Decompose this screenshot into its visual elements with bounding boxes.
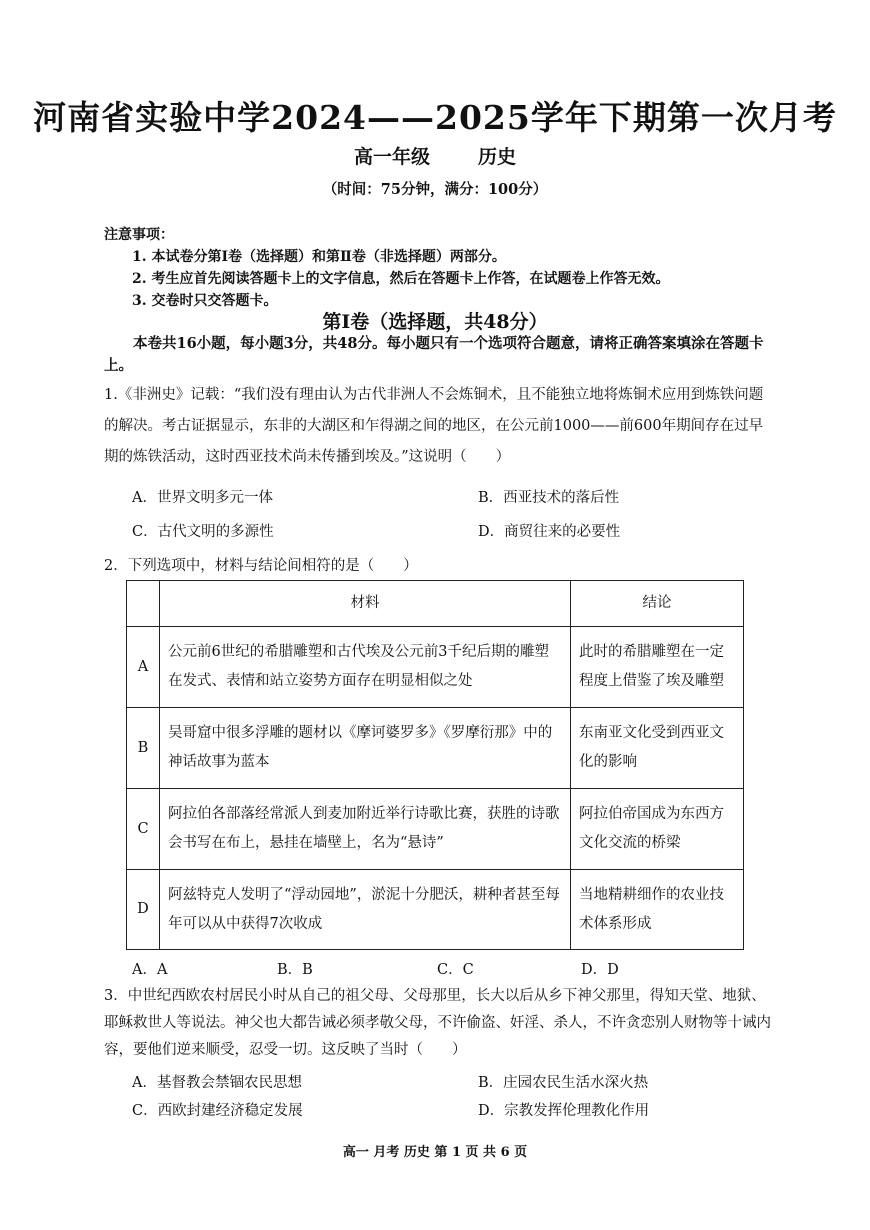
section-instructions: 本卷共16小题，每小题3分，共48分。每小题只有一个选项符合题意，请将正确答案填涂在答题卡上。 bbox=[104, 335, 764, 374]
grade-label: 高一年级 bbox=[353, 146, 430, 168]
row-material: 阿拉伯各部落经常派人到麦加附近举行诗歌比赛，获胜的诗歌会书写在布上，悬挂在墙壁上，名为“悬诗” bbox=[160, 789, 571, 870]
table-header-cell: 材料 bbox=[160, 581, 571, 627]
row-label: C bbox=[127, 789, 160, 870]
page-footer: 高一 月考 历史 第 1 页 共 6 页 bbox=[342, 1145, 528, 1160]
question-1-stem: 1.《非洲史》记载：“我们没有理由认为古代非洲人不会炼铜术，且不能独立地将炼铜术应用到炼铁问题的解决。考古证据显示，东非的大湖区和乍得湖之间的地区，在公元前1000——前600年期间存在过早期的炼铁活动，这时西亚技术尚未传播到埃及。”这说明（ ） bbox=[104, 387, 764, 465]
table-row bbox=[127, 789, 744, 870]
exam-title: 河南省实验中学2024——2025学年下期第一次月考 bbox=[33, 98, 837, 137]
exam-subtitle bbox=[0, 142, 870, 169]
question-1-option-c[interactable]: C．古代文明的多源性 bbox=[132, 524, 274, 540]
section-title: 第Ⅰ卷（选择题，共48分） bbox=[322, 311, 548, 333]
row-material: 阿兹特克人发明了“浮动园地”，淤泥十分肥沃，耕种者甚至每年可以从中获得7次收成 bbox=[160, 870, 571, 950]
question-3-option-a[interactable]: A．基督教会禁锢农民思想 bbox=[132, 1075, 302, 1091]
question-2-option-c[interactable]: C．C bbox=[437, 962, 474, 978]
notice-item: 1. 本试卷分第Ⅰ卷（选择题）和第Ⅱ卷（非选择题）两部分。 bbox=[132, 249, 506, 265]
table-row bbox=[127, 627, 744, 708]
question-3-option-c[interactable]: C．西欧封建经济稳定发展 bbox=[132, 1103, 303, 1119]
row-label: D bbox=[127, 870, 160, 950]
question-1-option-b[interactable]: B．西亚技术的落后性 bbox=[478, 490, 620, 506]
question-2-option-b[interactable]: B．B bbox=[277, 962, 313, 978]
question-2-option-d[interactable]: D．D bbox=[581, 962, 619, 978]
question-2-option-a[interactable]: A．A bbox=[132, 962, 168, 978]
notice-heading: 注意事项： bbox=[104, 227, 174, 243]
question-1-option-a[interactable]: A．世界文明多元一体 bbox=[132, 490, 273, 506]
table-header-cell: 结论 bbox=[571, 581, 744, 627]
question-1-option-d[interactable]: D．商贸往来的必要性 bbox=[478, 524, 621, 540]
question-3-option-d[interactable]: D．宗教发挥伦理教化作用 bbox=[478, 1103, 650, 1119]
table-header-row bbox=[127, 581, 744, 627]
question-2-stem: 2．下列选项中，材料与结论间相符的是（ ） bbox=[104, 558, 418, 574]
row-label: B bbox=[127, 708, 160, 789]
question-3-option-b[interactable]: B．庄园农民生活水深火热 bbox=[478, 1075, 649, 1091]
notice-item: 3. 交卷时只交答题卡。 bbox=[132, 293, 278, 309]
material-conclusion-table bbox=[126, 580, 744, 950]
row-conclusion: 阿拉伯帝国成为东西方文化交流的桥梁 bbox=[571, 789, 744, 870]
row-conclusion: 此时的希腊雕塑在一定程度上借鉴了埃及雕塑 bbox=[571, 627, 744, 708]
question-3-stem: 3．中世纪西欧农村居民小时从自己的祖父母、父母那里，长大以后从乡下神父那里，得知天堂、地狱、耶稣救世人等说法。神父也大都告诫必须孝敬父母，不许偷盗、奸淫、杀人，不许贪恋别人财物等十诫内容，要他们逆来顺受，忍受一切。这反映了当时（ ） bbox=[104, 988, 771, 1058]
subject-label: 历史 bbox=[478, 146, 517, 168]
time-info: （时间：75分钟，满分：100分） bbox=[322, 181, 548, 198]
row-label: A bbox=[127, 627, 160, 708]
notice-item: 2. 考生应首先阅读答题卡上的文字信息，然后在答题卡上作答，在试题卷上作答无效。 bbox=[132, 271, 670, 287]
table-row bbox=[127, 870, 744, 950]
row-material: 吴哥窟中很多浮雕的题材以《摩诃婆罗多》《罗摩衍那》中的神话故事为蓝本 bbox=[160, 708, 571, 789]
row-conclusion: 东南亚文化受到西亚文化的影响 bbox=[571, 708, 744, 789]
row-conclusion: 当地精耕细作的农业技术体系形成 bbox=[571, 870, 744, 950]
table-header-cell bbox=[127, 581, 160, 627]
row-material: 公元前6世纪的希腊雕塑和古代埃及公元前3千纪后期的雕塑在发式、表情和站立姿势方面存在明显相似之处 bbox=[160, 627, 571, 708]
table-row bbox=[127, 708, 744, 789]
